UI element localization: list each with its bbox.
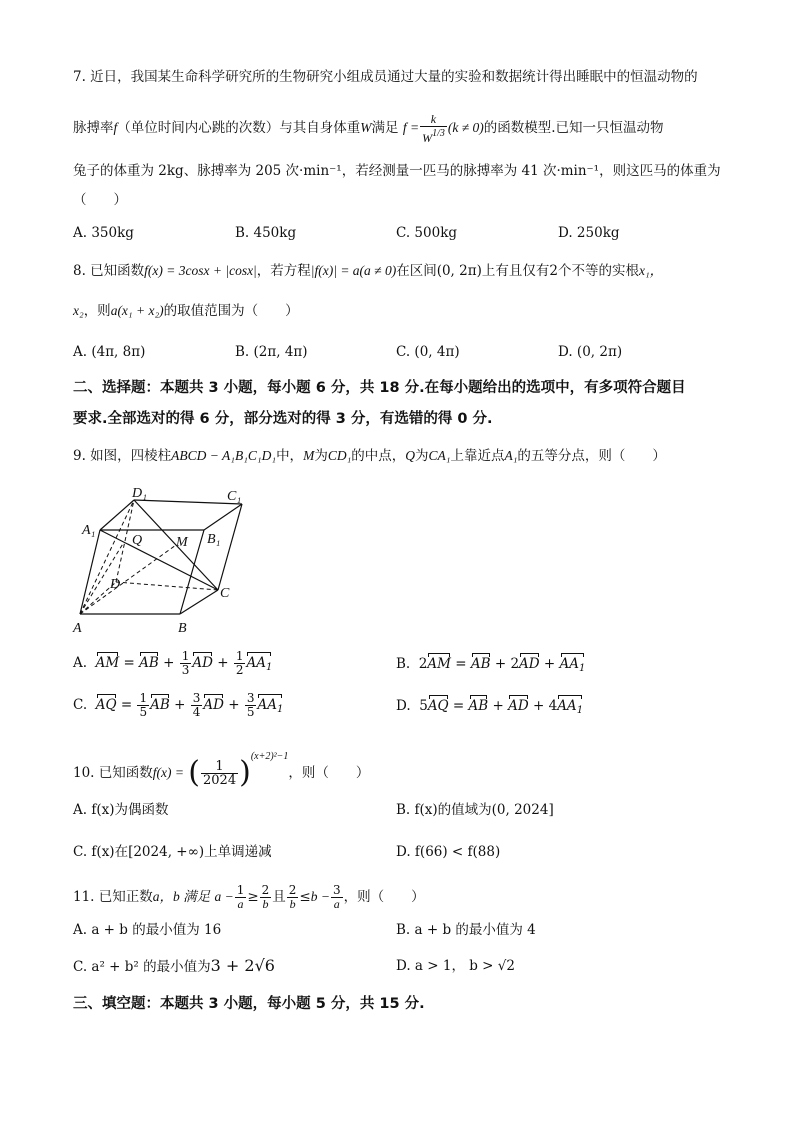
q7-option-d: D. 250kg <box>558 225 620 241</box>
prism-figure <box>72 480 252 640</box>
q7-line1: 7. 近日，我国某生命科学研究所的生物研究小组成员通过大量的实验和数据统计得出睡眠中的恒温动物的 <box>73 69 698 85</box>
q11-line1: 11. 已知正数a，b 满足 a − $\frac{1}{a}$ ≥ $\frac{2}{b}$ 且 $\frac{2}{b}$ ≤b − $\frac{3}{a}$ ，则（ ） <box>73 883 425 911</box>
label-b1: B₁ <box>207 532 221 547</box>
label-a1: A₁ <box>82 523 96 538</box>
edge-c1d1 <box>134 500 242 504</box>
q8-option-d: D. (0, 2π) <box>558 344 623 360</box>
label-m: M <box>176 535 188 550</box>
q10-option-a: A. f(x)为偶函数 <box>73 802 169 818</box>
q8-line2: x₂，则a(x₁ + x₂)的取值范围为（ ） <box>73 303 299 319</box>
q8-option-c: C. (0, 4π) <box>396 344 460 360</box>
label-d: D <box>110 577 121 592</box>
q7-option-b: B. 450kg <box>235 225 297 241</box>
q7-option-a: A. 350kg <box>73 225 134 241</box>
label-d1: D₁ <box>132 486 147 501</box>
q9-option-c: C. AQ = $\frac{1}{5}$ AB + $\frac{3}{4}$ AD + $\frac{3}{5}$ $AA_1$ <box>73 691 284 719</box>
q11-option-c: C. a² + b² 的最小值为3 + 2√6 <box>73 956 275 975</box>
q8-line1: 8. 已知函数f(x) = 3cosx + |cosx|，若方程|f(x)| = a(a ≠ 0)在区间(0, 2π)上有且仅有2个不等的实根x₁， <box>73 263 664 279</box>
edge-dc-hidden <box>116 582 218 590</box>
label-b: B <box>178 621 187 636</box>
q8-option-b: B. (2π, 4π) <box>235 344 308 360</box>
q9-option-a: A. AM = AB + $\frac{1}{3}$ AD + $\frac{1}{2}$ $AA_1$ <box>73 649 273 677</box>
q7-line4: （ ） <box>73 192 127 208</box>
q9-line1: 9. 如图，四棱柱ABCD − A₁B₁C₁D₁中，M为CD₁的中点，Q为CA₁上靠近点A₁的五等分点，则（ ） <box>73 448 666 464</box>
q8-option-a: A. (4π, 8π) <box>73 344 146 360</box>
label-c: C <box>220 586 230 601</box>
section2-heading-line2: 要求.全部选对的得 6 分，部分选对的得 3 分，有选错的得 0 分. <box>73 411 493 427</box>
q7-line3: 兔子的体重为 2kg、脉搏率为 205 次·min⁻¹，若经测量一匹马的脉搏率为 41 次·min⁻¹，则这匹马的体重为 <box>73 163 721 179</box>
q10-option-d: D. f(66) < f(88) <box>396 844 501 860</box>
section2-heading-line1: 二、选择题：本题共 3 小题，每小题 6 分，共 18 分.在每小题给出的选项中，有多项符合题目 <box>73 380 686 396</box>
q11-option-d: D. a > 1， b > √2 <box>396 958 515 974</box>
label-a: A <box>73 621 82 636</box>
q7-option-c: C. 500kg <box>396 225 458 241</box>
q7-formula: f = $\frac{k}{W^{1/3}}$ (k ≠ 0) <box>402 112 484 145</box>
q9-option-b: B. 2AM = AB + $2AD + AA_1$ <box>396 655 585 678</box>
edge-cc1 <box>218 504 242 590</box>
section3-heading: 三、填空题：本题共 3 小题，每小题 5 分，共 15 分. <box>73 996 425 1012</box>
q9-option-d: D. 5AQ = AB + AD + $4AA_1$ <box>396 697 583 720</box>
segment-ad1-hidden <box>80 500 134 614</box>
label-q: Q <box>132 533 143 548</box>
q10-line1: 10. 已知函数f(x) = ( $\frac{1}{2024}$ )$^{(x+2)^2-1}$，则（ ） <box>73 751 370 790</box>
q11-option-a: A. a + b 的最小值为 16 <box>73 922 222 938</box>
q10-option-c: C. f(x)在[2024, +∞)上单调递减 <box>73 844 272 860</box>
q11-option-b: B. a + b 的最小值为 4 <box>396 922 536 938</box>
q7-line2: 脉搏率f（单位时间内心跳的次数）与其自身体重W满足 f = $\frac{k}{W^{1/3}}$ (k ≠ 0)的函数模型.已知一只恒温动物 <box>73 112 664 145</box>
q10-option-b: B. f(x)的值域为(0, 2024] <box>396 802 554 818</box>
label-c1: C₁ <box>227 489 242 504</box>
